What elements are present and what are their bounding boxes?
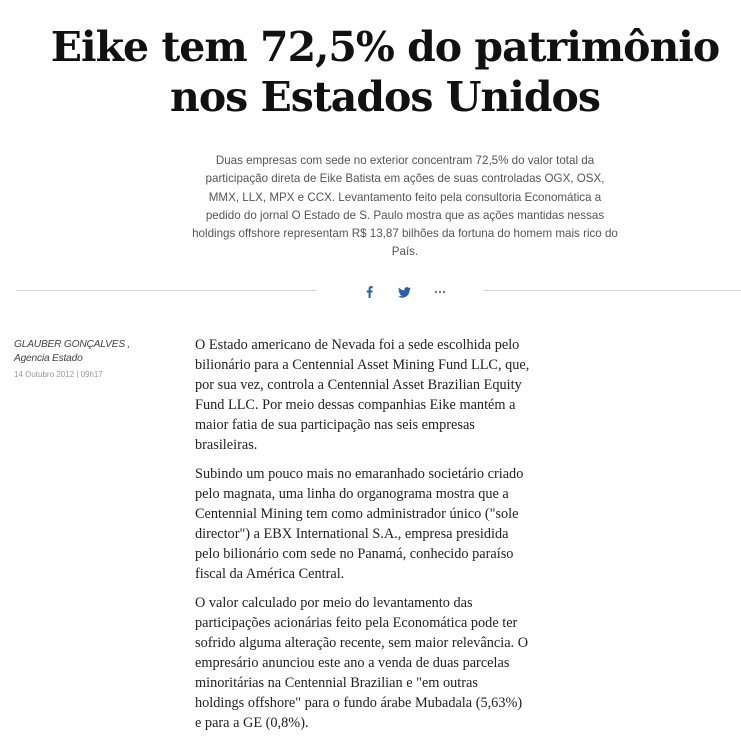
article-headline: Eike tem 72,5% do patrimônio nos Estados Unidos	[50, 23, 720, 121]
byline-datetime: 14 Outubro 2012 | 09h17	[14, 370, 103, 379]
article-body	[195, 335, 530, 742]
article-lede: Duas empresas com sede no exterior concentram 72,5% do valor total da participação direta de Eike Batista em ações de suas controladas OGX, OSX, MMX, LLX, MPX e CCX. Levantamento feito pela consultoria Economática a pedido do jornal O Estado de S. Paulo mostra que as ações mantidas nessas holdings offshore representam R$ 13,87 bilhões da fortuna do homem mais rico do País.	[192, 154, 618, 259]
facebook-icon	[366, 286, 373, 298]
article-paragraph: O valor calculado por meio do levantamento das participações acionárias feito pela Economática pode ter sofrido alguma alteração recente, sem maior relevância. O empresário anunciou este ano a venda de duas parcelas minoritárias na Centennial Brazilian e "em outras holdings offshore" para o fundo árabe Mubadala (5,63%) e para a GE (0,8%).	[195, 595, 529, 731]
article-paragraph: Subindo um pouco mais no emaranhado societário criado pelo magnata, uma linha do organograma mostra que a Centennial Mining tem como administrador único ("sole director") a EBX International S.A., empresa presidida pelo bilionário com sede no Panamá, conhecido paraíso fiscal da América Central.	[195, 466, 524, 582]
divider-right	[483, 290, 741, 291]
twitter-icon	[398, 287, 411, 298]
more-icon	[434, 290, 446, 294]
byline-agency: Agencia Estado	[14, 353, 83, 364]
share-facebook-button[interactable]	[361, 283, 377, 301]
share-more-button[interactable]	[431, 283, 449, 301]
article-paragraph: O Estado americano de Nevada foi a sede escolhida pelo bilionário para a Centennial Asset Mining Fund LLC, que, por sua vez, controla a Centennial Asset Brazilian Equity Fund LLC. Por meio dessas companhias Eike mantém a maior fatia de sua participação nas seis empresas brasileiras.	[195, 337, 530, 453]
share-twitter-button[interactable]	[395, 283, 413, 301]
byline-author: GLAUBER GONÇALVES ,	[14, 339, 131, 350]
divider-left	[16, 290, 317, 291]
byline	[14, 338, 164, 379]
